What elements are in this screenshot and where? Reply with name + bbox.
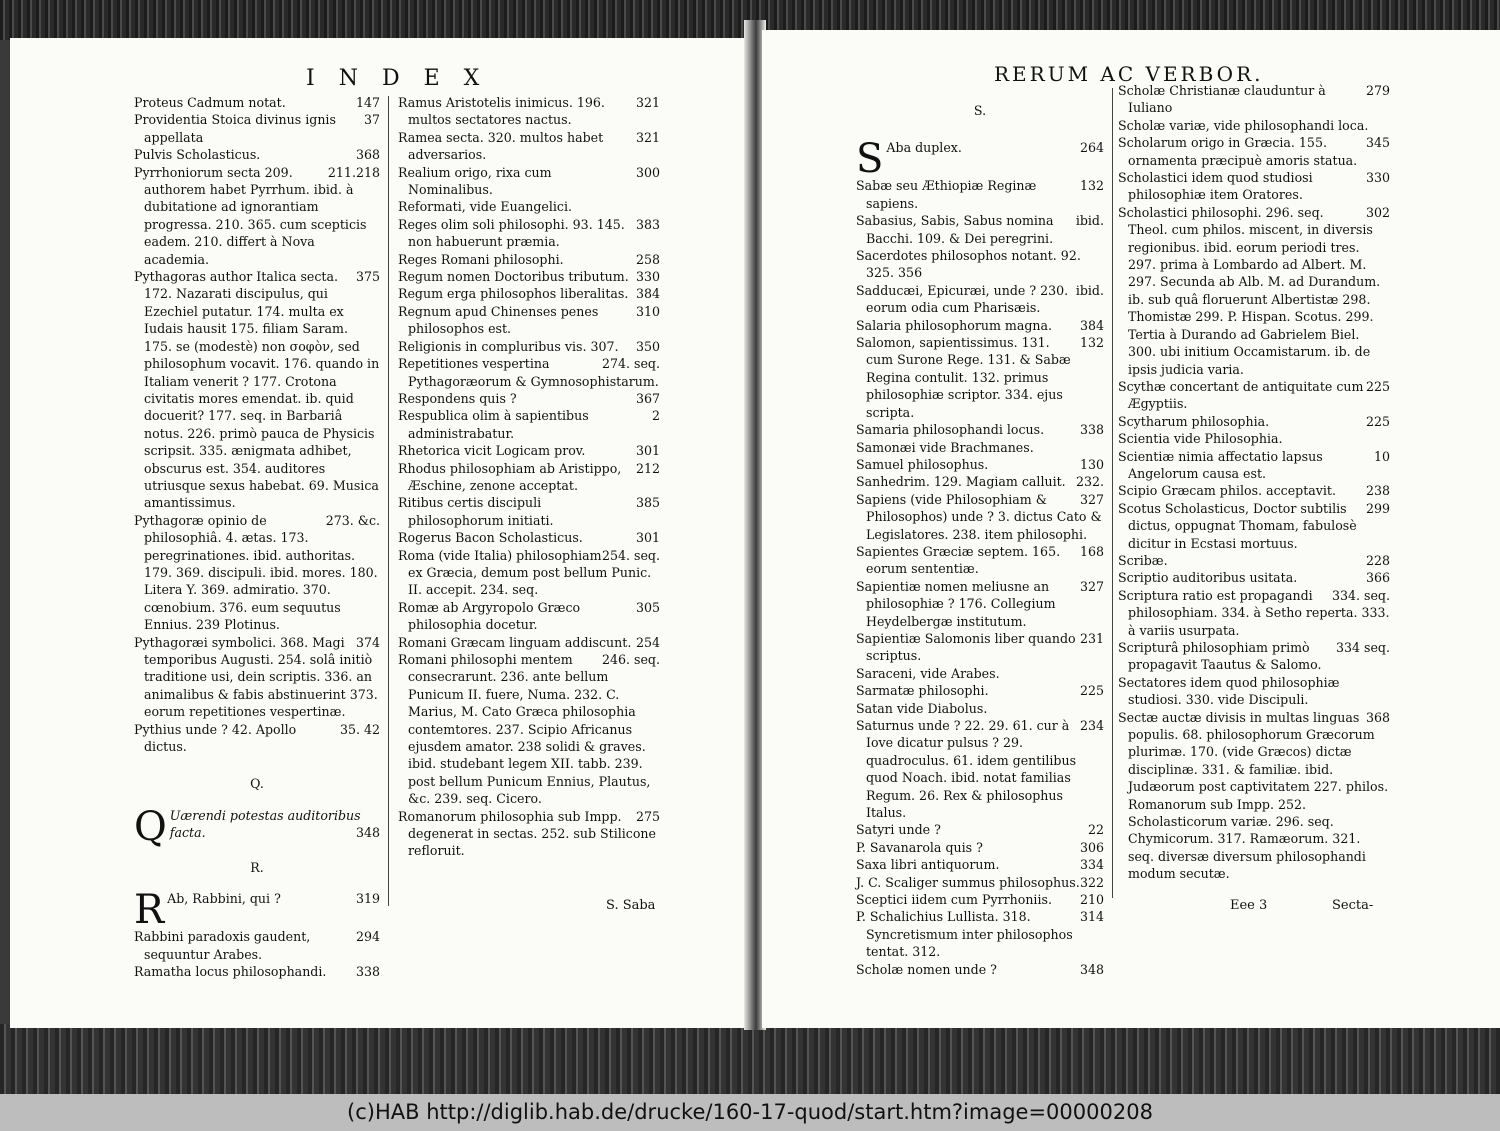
entry-text: Romæ ab Argyropolo Græco philosophia docetur. (398, 599, 581, 633)
index-entry (856, 456, 1104, 473)
entry-text: Ramus Aristotelis inimicus. 196. multos sectatores nactus. (398, 95, 605, 128)
entry-page: 368 (355, 147, 380, 163)
entry-page: 322 (1079, 874, 1104, 890)
entry-text: Scholæ nomen unde ? (856, 961, 997, 977)
entry-page: 319 (355, 891, 380, 907)
entry-page: 294 (355, 929, 380, 945)
entry-text: P. Schalichius Lullista. 318. Syncretismum inter philosophos tentat. 312. (856, 909, 1073, 960)
left-page (10, 38, 748, 1028)
index-entry (398, 529, 660, 546)
entry-page: 275 (635, 808, 660, 824)
entry-page: ibid. (1075, 213, 1104, 229)
entry-page: 258 (635, 251, 660, 267)
entry-page: 321 (635, 95, 660, 110)
index-entry (398, 547, 660, 599)
index-entry (1118, 378, 1390, 413)
entry-page: 232. (1075, 474, 1104, 490)
entry-page: 274. seq. (601, 356, 660, 372)
index-entry (398, 355, 660, 390)
entry-text: P. Savanarola quis ? (856, 839, 983, 855)
entry-text: Ritibus certis discipuli philosophorum initiati. (398, 495, 554, 528)
entry-text: Ab, Rabbini, qui ? (167, 891, 281, 907)
entry-text: Samonæi vide Brachmanes. (856, 439, 1034, 455)
column-rule (1112, 88, 1113, 898)
entry-page: 234 (1079, 718, 1104, 733)
entry-text: Pulvis Scholasticus. (134, 147, 261, 163)
entry-page: 345 (1365, 135, 1390, 151)
entry-text: Ramatha locus philosophandi. (134, 964, 327, 980)
page-header-rerum: RERUM AC VERBOR. (994, 62, 1264, 86)
entry-text: Sapientes Græciæ septem. 165. eorum sententiæ. (856, 543, 1061, 577)
entry-page: 211.218 (327, 164, 380, 180)
index-entry (398, 303, 660, 338)
entry-page: 279 (1365, 83, 1390, 98)
index-entry (1118, 430, 1390, 447)
entry-page: 2 (651, 408, 660, 424)
index-entries-p (134, 94, 380, 755)
entry-page: 212 (635, 460, 660, 476)
section-letter-q: Q. (250, 776, 264, 792)
entry-page: 37 (363, 112, 380, 128)
entry-page: 132 (1079, 335, 1104, 351)
entry-page: 231 (1079, 630, 1104, 646)
index-entry (398, 198, 660, 215)
entry-text: J. C. Scaliger summus philosophus. (856, 874, 1080, 890)
section-letter-r: R. (250, 859, 264, 875)
index-entry (856, 317, 1104, 334)
index-entry-q (134, 803, 380, 850)
right-column-1 (856, 102, 1104, 978)
entry-page: 366 (1365, 570, 1390, 586)
entry-page: 334 (1079, 857, 1104, 873)
entry-text: Sectæ auctæ divisis in multas linguas populis. 68. philosophorum Græcorum plurimæ. 170. (vide Græcos) dictæ disciplinæ. 331. & familiæ. ibid. Judæorum post captivitatem 227. philos. Romanorum sub Impp. 252. Scholasticorum variæ. 296. seq. Chymicorum. 317. Ramæorum. 321. seq. diversæ diversum philosophandi modum secutæ. (1118, 709, 1389, 882)
index-entry (398, 634, 660, 651)
column-rule (388, 96, 389, 906)
index-entry (1118, 134, 1390, 169)
index-entry (856, 961, 1104, 978)
entry-text: Romanorum philosophia sub Impp. degenerat in sectas. 252. sub Stilicone refloruit. (398, 808, 656, 859)
entry-text: Sadducæi, Epicuræi, unde ? 230. eorum odia cum Pharisæis. (856, 282, 1069, 316)
index-entry (398, 94, 660, 129)
entry-text: Sectatores idem quod philosophiæ studiosi. 330. vide Discipuli. (1118, 674, 1340, 708)
entry-text: Scientiæ nimia affectatio lapsus Angelorum causa est. (1118, 448, 1323, 481)
entry-page: 10 (1373, 448, 1390, 464)
index-entry (856, 717, 1104, 821)
entry-text: Saturnus unde ? 22. 29. 61. cur à Iove dicatur pulsus ? 29. quadroculus. 61. idem gentilibus quod Noach. ibid. notat familias Regum. 26. Rex & philosophus Italus. (856, 718, 1077, 821)
drop-cap: R (134, 887, 165, 934)
entry-page: 246. seq. (601, 652, 660, 667)
index-entry (856, 821, 1104, 838)
index-entry (1118, 117, 1390, 134)
entry-page: 302 (1365, 204, 1390, 220)
entry-text: Sceptici iidem cum Pyrrhoniis. (856, 892, 1052, 908)
index-entries-s (856, 136, 1104, 978)
drop-cap: S (856, 136, 884, 183)
entry-text: Scholastici idem quod studiosi philosophiæ item Oratores. (1118, 170, 1313, 203)
index-entry (1118, 169, 1390, 204)
index-entry (398, 442, 660, 459)
left-column-2 (398, 94, 660, 860)
index-entry (856, 282, 1104, 317)
index-entry (1118, 500, 1390, 552)
right-column-2 (1118, 82, 1390, 883)
entry-text: Pythagoras author Italica secta. 172. Nazarati discipulus, qui Ezechiel putatur. 174. multa ex Iudais hausit 175. filiam Saram. 175. se (modestè) non σοφὸν, sed philosophum vocavit. 176. quando in Italiam venerit ? 177. Crotona civitatis mores emendat. ib. quid docuerit? 177. seq. in Barbariâ notus. 226. primò pauca de Physicis scripsit. 335. ænigmata adhibet, obscurus est. 354. auditores utriusque sexus habebat. 69. Musica amantissimus. (134, 269, 380, 511)
entry-text: Reges olim soli philosophi. 93. 145. non habuerunt præmia. (398, 216, 625, 250)
copyright-watermark: (c)HAB http://diglib.hab.de/drucke/160-17-quod/start.htm?image=00000208 (0, 1094, 1500, 1131)
entry-text: Realium origo, rixa cum Nominalibus. (398, 164, 552, 198)
entry-page: 350 (635, 338, 660, 354)
entry-page: 147 (355, 95, 380, 110)
index-entry (398, 494, 660, 529)
index-entry (398, 651, 660, 808)
index-entry (1118, 552, 1390, 569)
index-entry (398, 407, 660, 442)
page-header-index: INDEX (306, 66, 504, 91)
signature-mark: Eee 3 (1230, 898, 1268, 913)
entry-text: Satyri unde ? (856, 822, 941, 838)
index-entry (856, 439, 1104, 456)
entry-page: 254. seq. (601, 547, 660, 563)
index-entry (134, 94, 380, 111)
entry-page: 327 (1079, 578, 1104, 594)
entry-page: 225 (1365, 378, 1390, 394)
index-entry (134, 164, 380, 268)
index-entry (398, 268, 660, 285)
entry-text: Pythagoræ opinio de philosophiâ. 4. ætas. 173. peregrinationes. ibid. authoritas. 179. 369. discipuli. ibid. mores. 180. Litera Y. 369. admiratio. 370. cœnobium. 376. eum sequutus Ennius. 239 Plotinus. (134, 512, 378, 633)
entry-text: Uærendi potestas auditoribus facta. (169, 807, 361, 841)
entry-text: Saraceni, vide Arabes. (856, 665, 1000, 681)
entry-text: Respondens quis ? (398, 390, 517, 406)
entry-text: Scythæ concertant de antiquitate cum Ægyptiis. (1118, 378, 1364, 412)
entry-page: 238 (1365, 483, 1390, 499)
index-entries-r (134, 887, 380, 980)
index-entry (856, 630, 1104, 665)
scan-bottom-edge (0, 1024, 1500, 1094)
entry-page: 384 (1079, 317, 1104, 333)
left-column-1 (134, 94, 380, 980)
entry-text: Providentia Stoica divinus ignis appellata (134, 112, 336, 145)
entry-page: 228 (1365, 552, 1390, 568)
entry-page: 348 (1079, 961, 1104, 977)
entry-text: Reformati, vide Euangelici. (398, 199, 572, 215)
entry-page: 301 (635, 530, 660, 546)
entry-text: Samuel philosophus. (856, 456, 989, 472)
entry-page: ibid. (1075, 282, 1104, 298)
index-entry (1118, 587, 1390, 639)
entry-page: 314 (1079, 909, 1104, 925)
entry-page: 306 (1079, 839, 1104, 855)
entry-text: Scholastici philosophi. 296. seq. Theol. cum philos. miscent, in diversis regionibus. ibid. eorum periodi tres. 297. prima à Lombardo ad Albert. M. 297. Secunda ab Alb. M. ad Durandum. ib. sub quâ floruerunt Albertistæ 298. Thomistæ 299. P. Hispan. Scotus. 299. Tertia à Durando ad Gabrielem Biel. 300. ubi initium Occamistarum. ib. de ipsis judicia varia. (1118, 204, 1381, 377)
entry-page: 210 (1079, 892, 1104, 908)
entry-text: Scholæ Christianæ clauduntur à Iuliano (1118, 83, 1326, 116)
index-entry (856, 136, 1104, 183)
entry-text: Scribæ. (1118, 552, 1168, 568)
index-entry (856, 212, 1104, 247)
entry-page: 330 (1365, 170, 1390, 186)
entry-page: 273. &c. (325, 512, 380, 528)
entry-text: Proteus Cadmum notat. (134, 95, 286, 110)
index-entry (134, 512, 380, 634)
index-entry (856, 247, 1104, 282)
entry-page: 327 (1079, 491, 1104, 507)
entry-page: 384 (635, 286, 660, 302)
index-entry (398, 460, 660, 495)
entry-text: Saxa libri antiquorum. (856, 857, 1000, 873)
drop-cap-q: Q (134, 803, 167, 850)
entry-text: Sapiens (vide Philosophiam & Philosophos) unde ? 3. dictus Cato & Legislatores. 238. item philosophi. (856, 491, 1102, 542)
index-entry (1118, 413, 1390, 430)
entry-page: 330 (635, 269, 660, 285)
entry-text: Salaria philosophorum magna. (856, 317, 1053, 333)
index-entry (134, 146, 380, 163)
index-entry (856, 177, 1104, 212)
index-entries-r2 (398, 94, 660, 860)
index-entry (134, 928, 380, 963)
entry-page: 22 (1087, 822, 1104, 838)
entry-text: Salomon, sapientissimus. 131. cum Surone Rege. 131. & Sabæ Regina contulit. 132. primus philosophiæ scriptor. 334. ejus scripta. (856, 335, 1071, 420)
index-entry (398, 808, 660, 860)
index-entries-s2 (1118, 82, 1390, 883)
index-entry (398, 338, 660, 355)
entry-page: 310 (635, 303, 660, 319)
entry-page: 348 (355, 825, 380, 841)
entry-page: 375 (355, 269, 380, 285)
index-entry (398, 390, 660, 407)
entry-text: Scytharum philosophia. (1118, 413, 1270, 429)
entry-text: Rhetorica vicit Logicam prov. (398, 443, 586, 459)
entry-page: 130 (1079, 456, 1104, 472)
entry-page: 300 (635, 164, 660, 180)
entry-text: Pythius unde ? 42. Apollo dictus. (134, 721, 297, 755)
entry-page: 225 (1079, 683, 1104, 699)
entry-page: 385 (635, 495, 660, 511)
entry-text: Satan vide Diabolus. (856, 700, 988, 716)
entry-page: 367 (635, 390, 660, 406)
index-entry (856, 700, 1104, 717)
index-entry (1118, 709, 1390, 883)
entry-text: Sanhedrim. 129. Magiam calluit. (856, 474, 1066, 490)
entry-text: Romani Græcam linguam addiscunt. (398, 634, 632, 650)
entry-page: 334. seq. (1331, 587, 1390, 603)
index-entry (856, 543, 1104, 578)
index-entry (134, 268, 380, 512)
entry-text: Scientia vide Philosophia. (1118, 431, 1283, 447)
entry-page: 132 (1079, 178, 1104, 194)
entry-page: 374 (355, 634, 380, 650)
entry-page: 254 (635, 634, 660, 650)
entry-text: Sapientiæ nomen meliusne an philosophiæ ? 176. Collegium Heydelbergæ institutum. (856, 578, 1056, 629)
entry-text: Samaria philosophandi locus. (856, 422, 1045, 438)
entry-text: Romani philosophi mentem consecrarunt. 236. ante bellum Punicum II. fuere, Numa. 232. C. Marius, M. Cato Græca philosophia contemtores. 237. Scipio Africanus ejusdem amator. 238 solidi & graves. ibid. studebant legem XII. tabb. 239. post bellum Punicum Ennius, Plautus, &c. 239. seq. Cicero. (398, 652, 651, 807)
entry-text: Ramea secta. 320. multos habet adversarios. (398, 129, 604, 163)
entry-text: Scotus Scholasticus, Doctor subtilis dictus, oppugnat Thomam, fabulosè dicitur in Ecstasi mortuus. (1118, 500, 1357, 551)
index-entry (856, 891, 1104, 908)
index-entry (856, 491, 1104, 543)
entry-text: Reges Romani philosophi. (398, 251, 564, 267)
entry-text: Scriptura ratio est propagandi philosophiam. 334. à Setho reperta. 333. à variis usurpata. (1118, 587, 1390, 638)
index-entry (856, 839, 1104, 856)
catchword: S. Saba (606, 898, 656, 913)
entry-page: 264 (1079, 140, 1104, 156)
entry-page: 35. 42 (339, 721, 380, 737)
entry-text: Sapientiæ Salomonis liber quando scriptus. (856, 630, 1076, 664)
entry-text: Religionis in compluribus vis. 307. (398, 338, 619, 354)
entry-text: Scipio Græcam philos. acceptavit. (1118, 483, 1336, 499)
index-entry (134, 721, 380, 756)
entry-text: Repetitiones vespertina Pythagoræorum & Gymnosophistarum. (398, 356, 659, 389)
entry-page: 334 seq. (1335, 640, 1390, 655)
index-entry (1118, 448, 1390, 483)
index-entry (1118, 82, 1390, 117)
entry-page: 368 (1365, 709, 1390, 725)
entry-text: Scholarum origo in Græcia. 155. ornamenta præcipuè amoris statua. (1118, 135, 1358, 168)
index-entry (134, 111, 380, 146)
index-entry (398, 129, 660, 164)
entry-text: Regum erga philosophos liberalitas. (398, 286, 629, 302)
entry-page: 338 (1079, 422, 1104, 438)
index-entry (134, 887, 380, 934)
right-page (762, 30, 1500, 1028)
section-letter-s: S. (973, 103, 987, 118)
entry-text: Roma (vide Italia) philosophiam ex Græcia, demum post bellum Punic. II. accepit. 234. seq. (398, 547, 652, 598)
index-entry (134, 963, 380, 980)
index-entry (134, 634, 380, 721)
entry-text: Respublica olim à sapientibus administrabatur. (398, 408, 589, 441)
index-entry (856, 682, 1104, 699)
entry-page: 338 (355, 964, 380, 980)
entry-text: Regnum apud Chinenses penes philosophos est. (398, 303, 599, 337)
index-entry (398, 251, 660, 268)
entry-text: Scriptio auditoribus usitata. (1118, 570, 1298, 586)
entry-text: Scripturâ philosophiam primò propagavit Taautus & Salomo. (1118, 640, 1322, 673)
entry-page: 383 (635, 216, 660, 232)
index-entry (398, 216, 660, 251)
index-entry (856, 908, 1104, 960)
index-entry (398, 164, 660, 199)
entry-text: Scholæ variæ, vide philosophandi loca. (1118, 117, 1369, 133)
index-entry (856, 473, 1104, 490)
index-entry (1118, 674, 1390, 709)
index-entry (1118, 204, 1390, 378)
catchword: Secta- (1332, 898, 1374, 913)
entry-text: Rabbini paradoxis gaudent, sequuntur Arabes. (134, 929, 311, 962)
index-entry (1118, 639, 1390, 674)
entry-page: 301 (635, 443, 660, 459)
entry-page: 299 (1365, 500, 1390, 516)
entry-text: Pythagoræi symbolici. 368. Magi temporibus Augusti. 254. solâ initiò traditione usi, dein scriptis. 336. an animalibus & fabis abstinuerint 373. eorum repetitiones vespertinæ. (134, 634, 378, 720)
entry-text: Regum nomen Doctoribus tributum. (398, 269, 629, 285)
entry-text: Sabæ seu Æthiopiæ Reginæ sapiens. (856, 178, 1037, 211)
entry-text: Sacerdotes philosophos notant. 92. 325. 356 (856, 248, 1081, 281)
entry-text: Rhodus philosophiam ab Aristippo, Æschine, zenone acceptat. (398, 460, 622, 493)
index-entry (856, 334, 1104, 421)
index-entry (856, 856, 1104, 873)
entry-page: 225 (1365, 413, 1390, 429)
entry-text: Pyrrhoniorum secta 209. authorem habet Pyrrhum. ibid. à dubitatione ad ignorantiam progressa. 210. 365. cum scepticis eadem. 210. differt à Nova academia. (134, 164, 367, 267)
entry-page: 321 (635, 129, 660, 145)
index-entry (398, 599, 660, 634)
entry-text: Rogerus Bacon Scholasticus. (398, 530, 583, 546)
entry-text: Sarmatæ philosophi. (856, 683, 989, 699)
entry-text: Aba duplex. (886, 140, 962, 156)
index-entry (856, 665, 1104, 682)
entry-page: 168 (1079, 543, 1104, 559)
index-entry (1118, 569, 1390, 586)
index-entry (1118, 482, 1390, 499)
index-entry (398, 285, 660, 302)
index-entry (856, 874, 1104, 891)
entry-page: 305 (635, 599, 660, 615)
index-entry (856, 421, 1104, 438)
entry-text: Sabasius, Sabis, Sabus nomina Bacchi. 109. & Dei peregrini. (856, 213, 1054, 246)
index-entry (856, 578, 1104, 630)
